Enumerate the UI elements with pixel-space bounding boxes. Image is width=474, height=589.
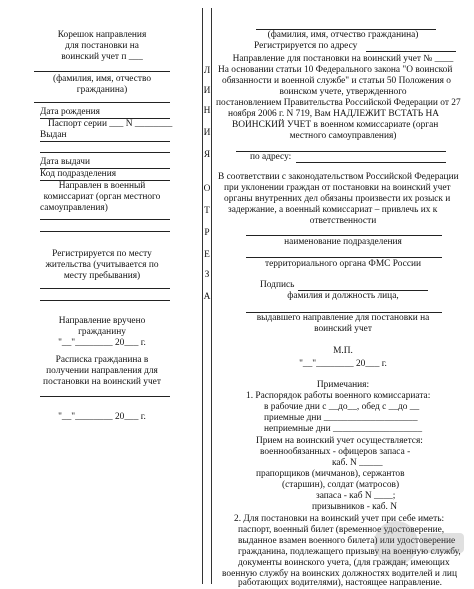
stub-receipt-2: получении направления для — [46, 366, 158, 376]
note-line: 2. Для постановки на воинский учет при себе иметь: — [234, 514, 445, 524]
stub-passport-label: Паспорт серии ___ N ________ — [48, 119, 173, 129]
stub-title-2: для постановки на — [65, 41, 139, 51]
line — [366, 51, 456, 52]
basis-line-5: ноября 2006 г. N 719, Вам НАДЛЕЖИТ ВСТАТЬ НА — [228, 109, 440, 119]
stub-registered-2: жительства (учитывается по — [45, 260, 159, 270]
issuer-caption: выдавшего направление для постановки на — [256, 313, 430, 323]
registered-at-label: Регистрируется по адресу — [254, 41, 358, 51]
stub-handed-date: "__"________ 20___ г. — [58, 338, 146, 348]
line — [34, 102, 170, 103]
date-field: "__"________ 20___ г. — [299, 359, 387, 369]
line — [40, 219, 170, 220]
stub-title-3: воинский учет п ___ — [61, 52, 143, 62]
line — [40, 152, 170, 153]
watermark-logo-icon — [368, 503, 468, 583]
stub-handed-2: гражданину — [78, 327, 126, 337]
cut-letter: О — [203, 184, 211, 194]
warning-line-1: В соответствии с законодательством Российской Федерации — [218, 172, 459, 182]
address-line — [296, 162, 446, 163]
note-line: военную службу на воинских должностях водителей и лиц — [222, 569, 457, 579]
direction-title: Направление для постановки на воинский учет № ____ — [232, 54, 454, 64]
stub-name-caption-2: гражданина) — [76, 85, 128, 95]
note-line: каб. N _____ — [332, 458, 383, 468]
cut-letter: И — [203, 128, 211, 138]
stub-division-code-label: Код подразделения — [40, 169, 117, 179]
line — [40, 231, 170, 232]
note-line: призывников - каб. N — [312, 502, 397, 512]
stub-receipt-date: "__"________ 20___ г. — [58, 412, 146, 422]
stub-receipt-3: постановки на воинский учет — [43, 377, 161, 387]
basis-line-3: воинском учете, утвержденного — [279, 87, 407, 97]
note-line: работающих водителями), настоящее направление. — [238, 578, 443, 588]
division-name-caption: наименование подразделения — [284, 237, 402, 247]
cut-letter: А — [203, 292, 211, 302]
line — [40, 396, 170, 397]
line — [246, 257, 442, 258]
warning-line-4: задержание, а военный комиссариат – привлечь их к — [228, 205, 438, 215]
fms-body-caption: территориального органа ФМС России — [264, 259, 422, 269]
stub-handed-1: Направление вручено — [58, 316, 146, 326]
warning-line-3: органы внутренних дел обязаны произвести их розыск и — [224, 194, 451, 204]
cut-letter: Н — [203, 106, 211, 116]
direction-section — [216, 0, 470, 589]
note-line: гражданина, подлежащего призыву на военную службу, — [238, 547, 461, 557]
stamp-label: М.П. — [333, 346, 353, 356]
notes-title: Примечания: — [316, 380, 370, 390]
warning-line-5: ответственности — [309, 216, 377, 226]
basis-line-1: На основании статьи 10 Федерального закона "О воинской — [218, 65, 453, 75]
cut-letter: И — [203, 86, 211, 96]
stub-name-caption-1: (фамилия, имя, отчество — [52, 74, 152, 84]
stub-birth-label: Дата рождения — [40, 107, 100, 117]
line — [246, 235, 442, 236]
note-line: документы воинского учета, (для граждан, имеющих — [238, 558, 450, 568]
line — [40, 288, 170, 289]
note-line: паспорт, военный билет (временное удостоверение, — [238, 525, 445, 535]
signature-label: Подпись — [260, 280, 295, 290]
stub-receipt-1: Расписка гражданина в — [55, 355, 149, 365]
cut-letter: Р — [204, 228, 210, 238]
note-line: Прием на воинский учет осуществляется: — [256, 436, 423, 446]
stub-title-1: Корешок направления — [57, 30, 147, 40]
cut-letter: Л — [203, 66, 211, 76]
address-label: по адресу: — [250, 152, 292, 162]
name-caption: (фамилия, имя, отчество гражданина) — [267, 30, 419, 40]
basis-line-7: местного самоуправления) — [289, 131, 397, 141]
note-line: (старшин), солдат (матросов) — [282, 480, 400, 490]
stub-registered-1: Регистрируется по месту — [52, 249, 152, 259]
cut-letter: Т — [204, 206, 210, 216]
stub-issue-date-label: Дата выдачи — [40, 157, 91, 167]
stub-sent-to-2: комиссариат (орган местного — [43, 192, 161, 202]
line — [40, 300, 170, 301]
warning-line-2: при уклонении граждан от постановки на воинский учет — [224, 183, 451, 193]
note-line: в рабочие дни с __до__, обед с __до __ — [264, 402, 420, 412]
issuer-caption-2: воинский учет — [314, 324, 372, 334]
stub-sent-to-3: самоуправления) — [40, 203, 108, 213]
issued-line — [40, 141, 170, 142]
note-line: военнообязанных - офицеров запаса - — [260, 447, 411, 457]
basis-line-6: ВОИНСКИЙ УЧЕТ в военном комиссариате (орган — [232, 120, 439, 130]
note-line: 1. Распорядок работы военного комиссариата: — [246, 391, 431, 401]
stub-issued-by-label: Выдан — [40, 130, 67, 140]
basis-line-4: постановлением Правительства Российской Федерации от 27 — [216, 98, 461, 108]
cut-letter: З — [204, 270, 210, 280]
note-line: неприемные дни ___________________ — [264, 424, 423, 434]
stub-registered-3: месту пребывания) — [63, 271, 141, 281]
stub-section — [4, 0, 200, 589]
name-line — [34, 71, 170, 72]
cut-letter: Е — [204, 250, 210, 260]
stub-sent-to-1: Направлен в военный — [58, 181, 146, 191]
official-caption: фамилия и должность лица, — [287, 291, 399, 301]
cut-letter: Я — [203, 150, 211, 160]
cut-line-right-border — [211, 8, 212, 584]
note-line: прапорщиков (мичманов), сержантов — [256, 469, 405, 479]
basis-line-2: обязанности и военной службе" и статьи 50 Положения о — [222, 76, 451, 86]
note-line: выданное взамен военного билета) или удостоверение — [238, 536, 456, 546]
note-line: приемные дни ____________________ — [264, 413, 418, 423]
note-line: запаса - каб N ____; — [316, 491, 396, 501]
